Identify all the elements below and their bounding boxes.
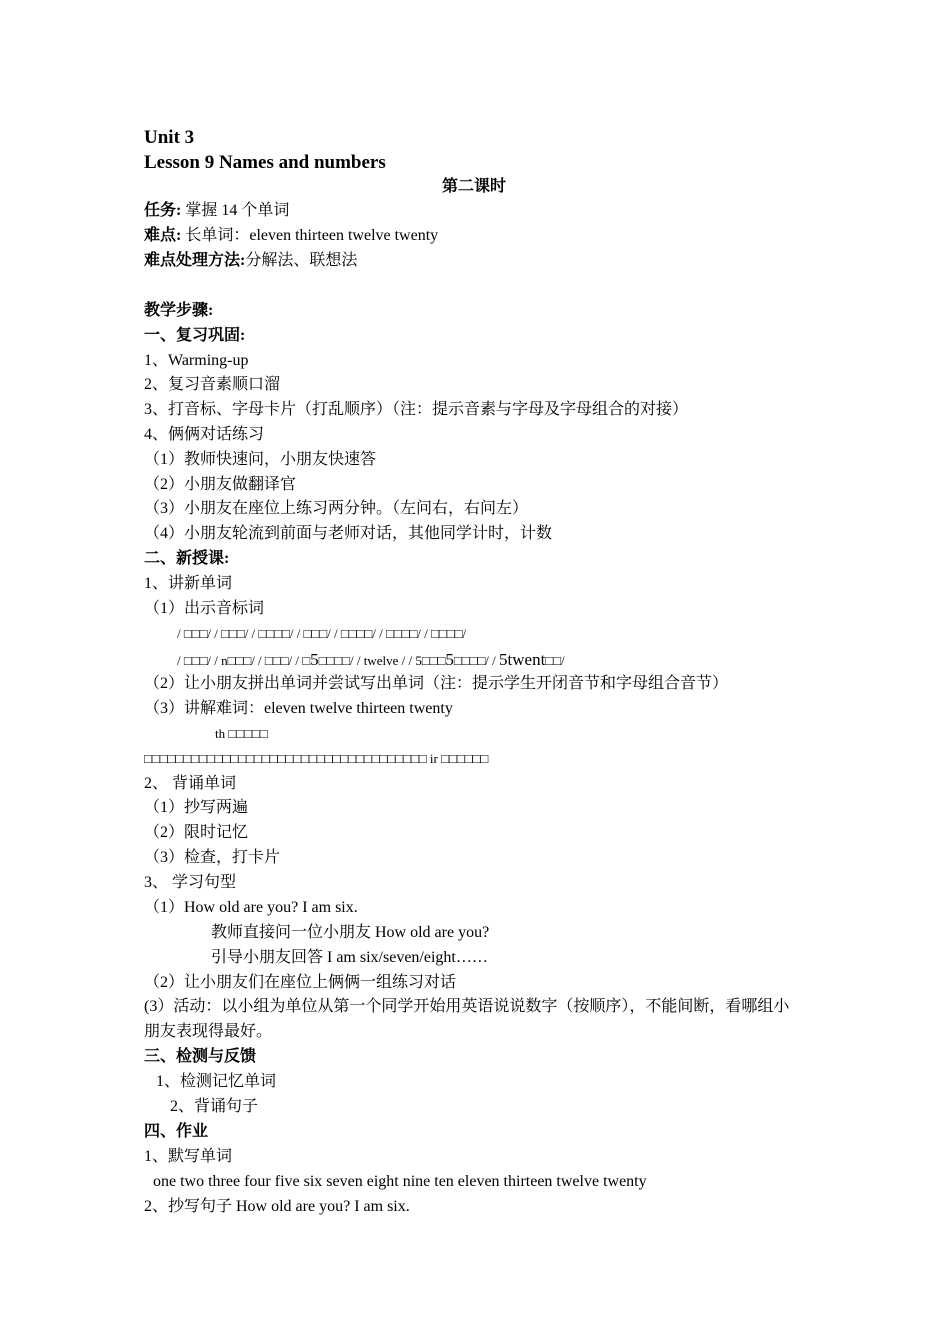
- section2-item: 朋友表现得最好。: [144, 1023, 273, 1040]
- phonetic-part: □□□□/ /: [453, 653, 500, 668]
- section4-title: 四、作业: [144, 1123, 209, 1140]
- section2-item: 3、 学习句型: [144, 874, 237, 891]
- section2-item: （1）抄写两遍: [144, 799, 249, 816]
- section4-item: 1、默写单词: [144, 1148, 233, 1165]
- section2-item: （2）让小朋友拼出单词并尝试写出单词（注：提示学生开闭音节和字母组合音节）: [144, 675, 729, 692]
- section2-item: （3）检查，打卡片: [144, 849, 281, 866]
- section4-item: one two three four five six seven eight nine ten eleven thirteen twelve twenty: [153, 1173, 647, 1190]
- unit-heading: Unit 3: [144, 127, 195, 148]
- teacher-ask: 教师直接问一位小朋友 How old are you?: [211, 924, 490, 941]
- phonetic-part: □□□□/ / twelve / / 5□□□: [318, 653, 446, 668]
- task-line: [144, 203, 289, 219]
- phonetic-part: □□/: [545, 653, 565, 668]
- section3-item: 2、背诵句子: [170, 1098, 259, 1115]
- phonetic-row: [177, 651, 565, 668]
- phonetic-part: 5: [445, 650, 454, 669]
- difficulty-text: 长单词：eleven thirteen twelve twenty: [181, 227, 439, 244]
- garbled-note: □□□□□□□□□□□□□□□□□□□□□□□□□□□□□□□□□□□□ ir □□□□□□: [144, 751, 489, 766]
- section3-title: 三、检测与反馈: [144, 1048, 257, 1065]
- section2-item: 1、讲新单词: [144, 575, 233, 592]
- th-note: th □□□□□: [215, 726, 268, 741]
- guide-answer: 引导小朋友回答 I am six/seven/eight……: [211, 949, 488, 966]
- method-label: 难点处理方法:: [144, 252, 246, 269]
- section3-item: 1、检测记忆单词: [156, 1073, 277, 1090]
- steps-title: 教学步骤:: [144, 302, 214, 319]
- section1-item: 1、Warming-up: [144, 352, 249, 369]
- section1-item: （2）小朋友做翻译官: [144, 476, 297, 493]
- section1-title: 一、复习巩固:: [144, 327, 246, 344]
- phonetic-part: 5: [310, 650, 319, 669]
- phonetic-part: 5twent: [499, 650, 546, 669]
- section1-item: 2、复习音素顺口溜: [144, 376, 281, 393]
- section1-item: （3）小朋友在座位上练习两分钟。（左问右，右问左）: [144, 500, 529, 517]
- section2-item: （3）讲解难词：eleven twelve thirteen twenty: [144, 700, 453, 717]
- phonetic-row: / □□□/ / □□□/ / □□□□/ / □□□/ / □□□□/ / □□□□/ / □□□□/: [177, 626, 467, 641]
- task-label: 任务:: [144, 202, 182, 219]
- section2-item: （1）How old are you? I am six.: [144, 899, 358, 916]
- section2-item: 2、 背诵单词: [144, 775, 237, 792]
- difficulty-label: 难点:: [144, 227, 182, 244]
- section1-item: 3、打音标、字母卡片（打乱顺序）（注：提示音素与字母及字母组合的对接）: [144, 401, 689, 418]
- task-text: 掌握 14 个单词: [181, 202, 290, 219]
- section2-title: 二、新授课:: [144, 550, 230, 567]
- section2-item: （1）出示音标词: [144, 600, 265, 617]
- phonetic-part: / □□□/ / n□□□/ / □□□/ / □: [177, 653, 311, 668]
- section2-item: （2）限时记忆: [144, 824, 249, 841]
- section1-item: （4）小朋友轮流到前面与老师对话，其他同学计时，计数: [144, 525, 553, 542]
- section2-item: （2）让小朋友们在座位上俩俩一组练习对话: [144, 974, 457, 991]
- difficulty-line: [144, 228, 438, 244]
- section2-item: (3）活动：以小组为单位从第一个同学开始用英语说说数字（按顺序），不能间断，看哪组小: [144, 998, 790, 1015]
- lesson-title: Lesson 9 Names and numbers: [144, 152, 386, 173]
- section4-item: 2、抄写句子 How old are you? I am six.: [144, 1198, 410, 1215]
- period-label: 第二课时: [442, 178, 507, 195]
- section1-item: （1）教师快速问，小朋友快速答: [144, 451, 377, 468]
- section1-item: 4、俩俩对话练习: [144, 426, 265, 443]
- method-text: 分解法、联想法: [245, 252, 358, 269]
- method-line: [144, 253, 357, 269]
